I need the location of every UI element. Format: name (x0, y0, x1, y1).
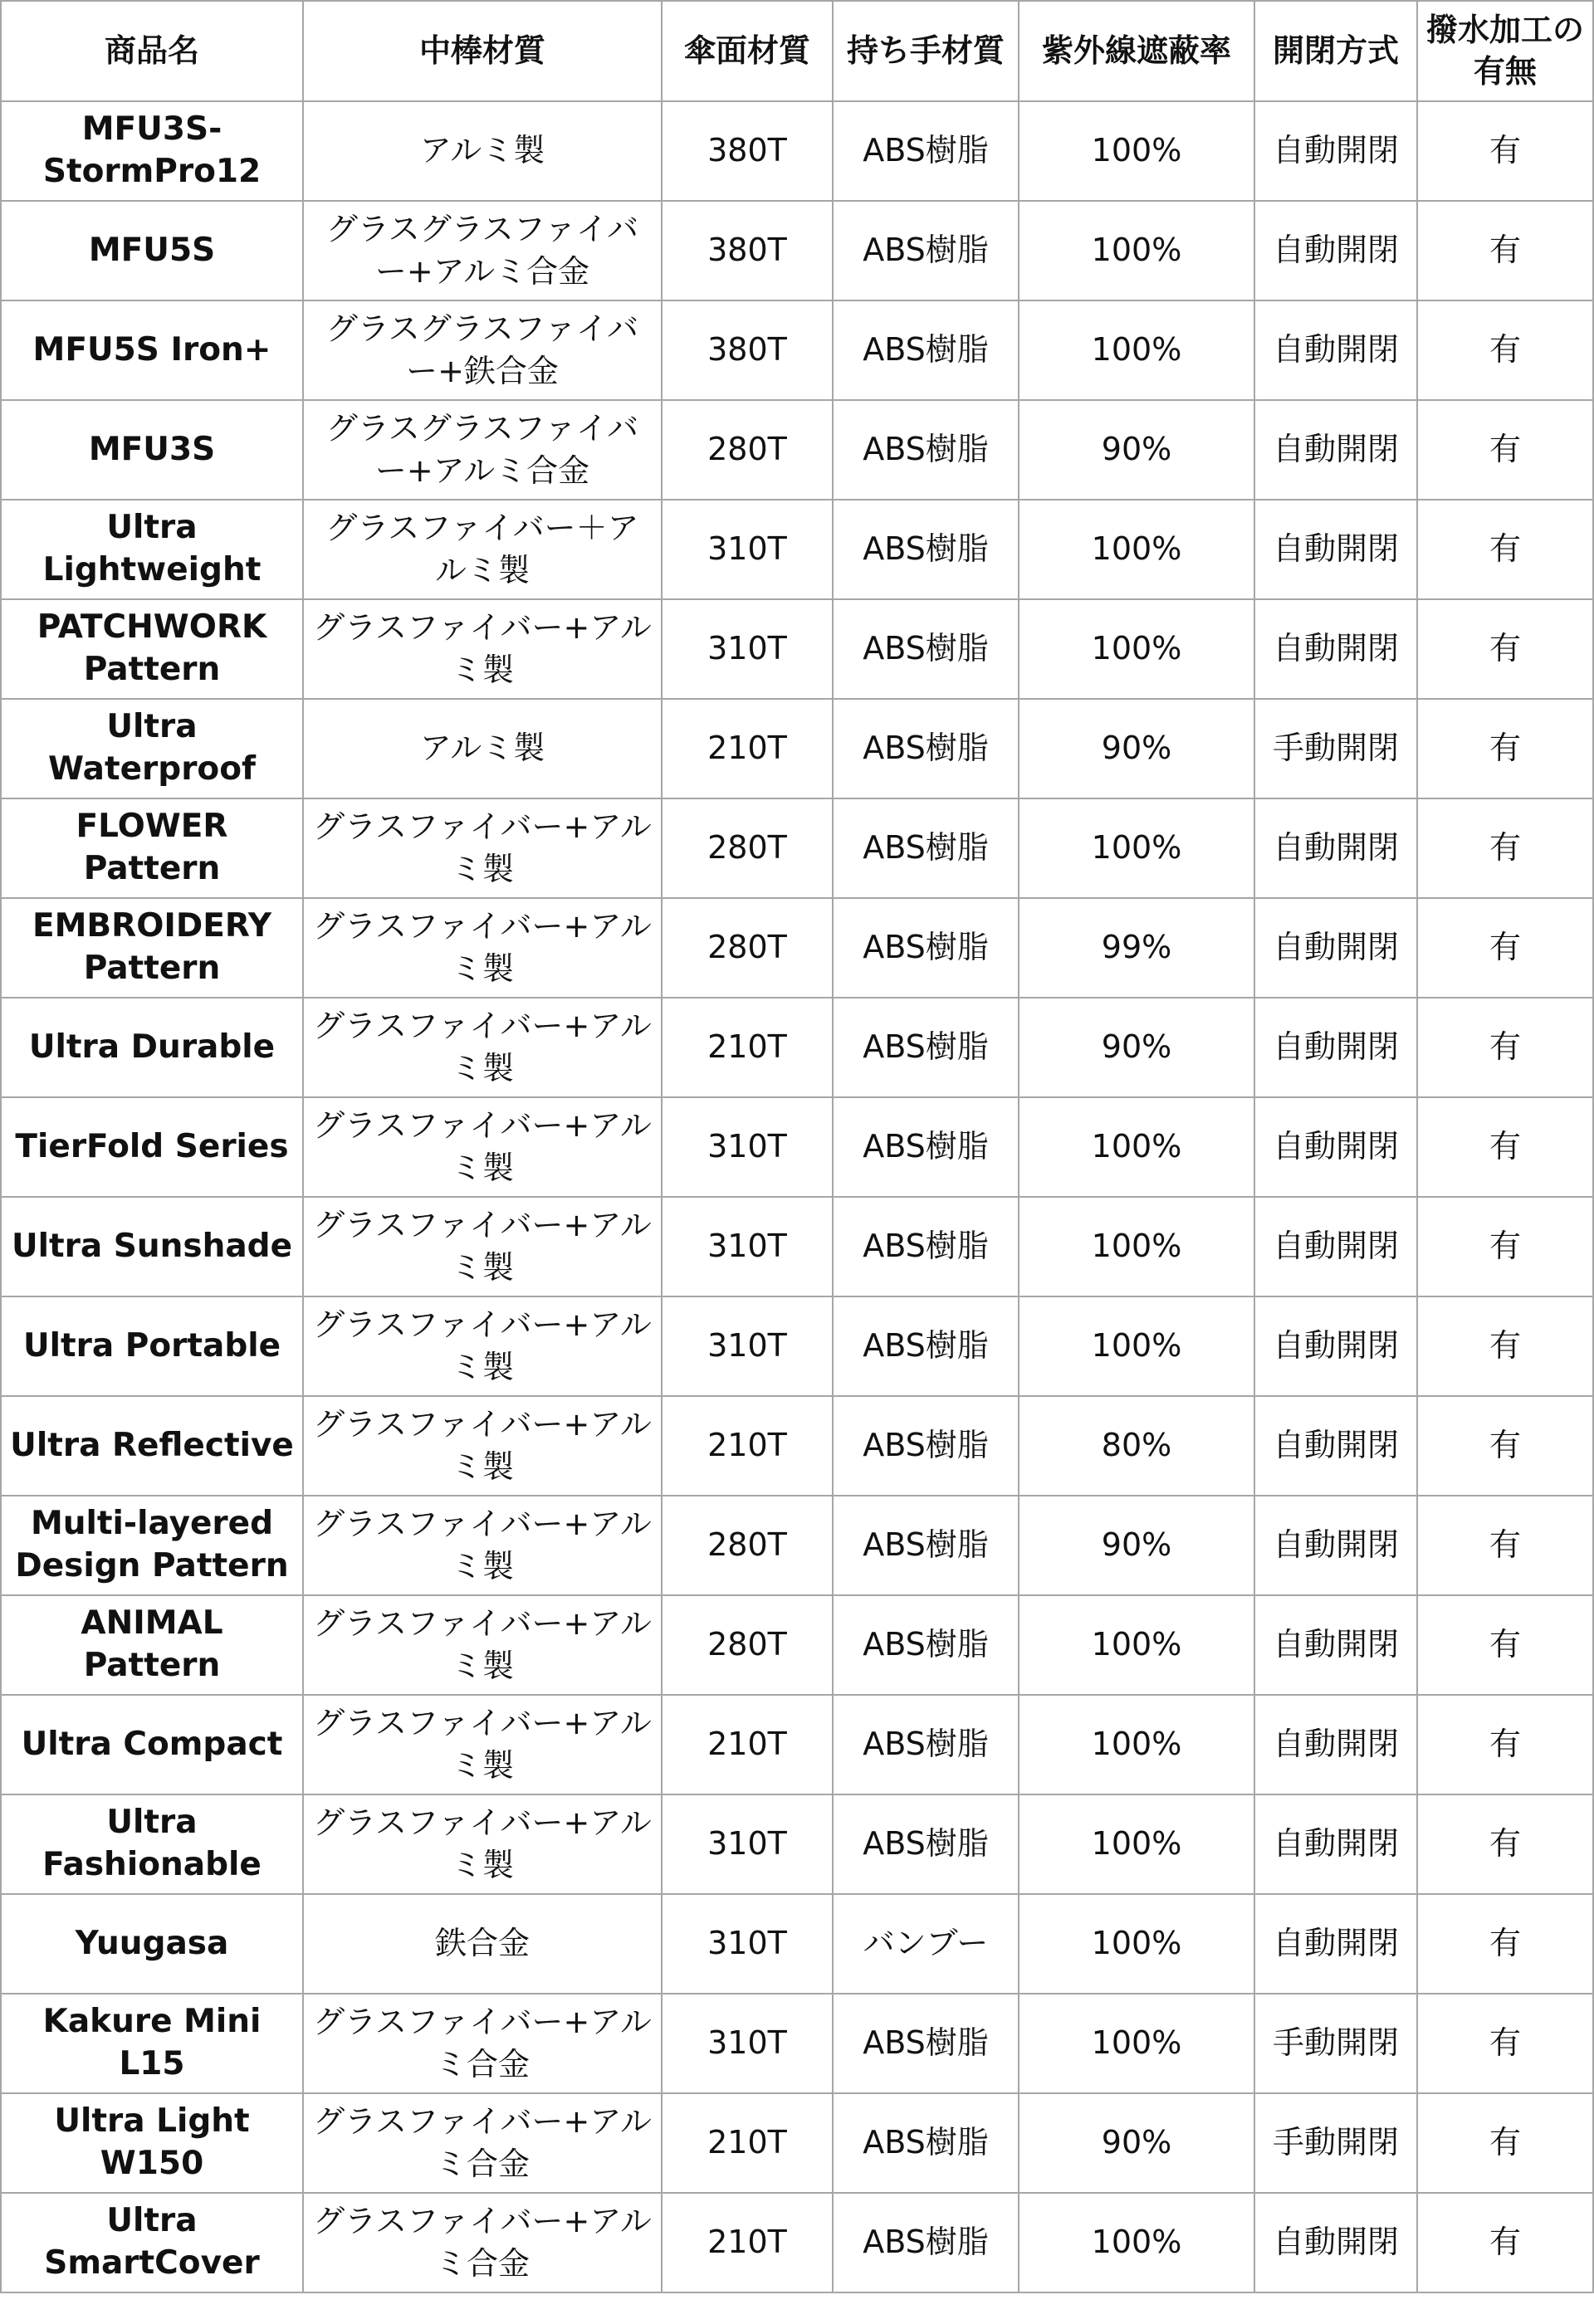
cell-open-method: 自動開閉 (1254, 798, 1417, 898)
table-row (1, 1595, 1593, 1695)
cell-product-name: MFU3S (1, 400, 303, 500)
cell-canopy-material: 310T (662, 1794, 833, 1894)
cell-frame-material: グラスファイバー+アルミ製 (303, 1197, 662, 1296)
cell-open-method: 自動開閉 (1254, 898, 1417, 998)
cell-canopy-material: 380T (662, 201, 833, 300)
cell-handle-material: ABS樹脂 (833, 1595, 1019, 1695)
cell-handle-material: ABS樹脂 (833, 1496, 1019, 1595)
cell-open-method: 自動開閉 (1254, 400, 1417, 500)
cell-uv-block-rate: 100% (1019, 1097, 1254, 1197)
cell-product-name: Kakure Mini L15 (1, 1994, 303, 2093)
cell-open-method: 自動開閉 (1254, 1894, 1417, 1994)
cell-canopy-material: 310T (662, 1994, 833, 2093)
cell-frame-material: グラスファイバー+アルミ合金 (303, 1994, 662, 2093)
cell-water-repellent: 有 (1417, 699, 1593, 798)
cell-water-repellent: 有 (1417, 500, 1593, 599)
cell-open-method: 手動開閉 (1254, 1994, 1417, 2093)
table-body (1, 101, 1593, 2292)
cell-water-repellent: 有 (1417, 1097, 1593, 1197)
cell-handle-material: ABS樹脂 (833, 699, 1019, 798)
table-row (1, 699, 1593, 798)
header-frame-material: 中棒材質 (303, 1, 662, 101)
cell-uv-block-rate: 100% (1019, 1894, 1254, 1994)
cell-frame-material: グラスグラスファイバー+アルミ合金 (303, 201, 662, 300)
table-row (1, 101, 1593, 201)
cell-open-method: 手動開閉 (1254, 699, 1417, 798)
table-row (1, 201, 1593, 300)
cell-open-method: 自動開閉 (1254, 599, 1417, 699)
table-row (1, 898, 1593, 998)
cell-open-method: 自動開閉 (1254, 1695, 1417, 1794)
cell-frame-material: グラスファイバー+アルミ製 (303, 798, 662, 898)
cell-canopy-material: 310T (662, 1894, 833, 1994)
cell-uv-block-rate: 90% (1019, 1496, 1254, 1595)
cell-water-repellent: 有 (1417, 1296, 1593, 1396)
cell-water-repellent: 有 (1417, 1496, 1593, 1595)
header-open-method: 開閉方式 (1254, 1, 1417, 101)
cell-uv-block-rate: 100% (1019, 101, 1254, 201)
cell-water-repellent: 有 (1417, 599, 1593, 699)
table-row (1, 1794, 1593, 1894)
cell-handle-material: ABS樹脂 (833, 1296, 1019, 1396)
cell-product-name: Ultra SmartCover (1, 2193, 303, 2292)
cell-handle-material: ABS樹脂 (833, 998, 1019, 1097)
cell-handle-material: ABS樹脂 (833, 1396, 1019, 1496)
cell-open-method: 自動開閉 (1254, 1396, 1417, 1496)
cell-handle-material: ABS樹脂 (833, 898, 1019, 998)
cell-water-repellent: 有 (1417, 1695, 1593, 1794)
cell-handle-material: ABS樹脂 (833, 2193, 1019, 2292)
cell-product-name: MFU5S Iron+ (1, 300, 303, 400)
header-product-name: 商品名 (1, 1, 303, 101)
table-row (1, 500, 1593, 599)
cell-open-method: 自動開閉 (1254, 500, 1417, 599)
cell-canopy-material: 210T (662, 1396, 833, 1496)
cell-canopy-material: 310T (662, 1097, 833, 1197)
cell-product-name: Ultra Sunshade (1, 1197, 303, 1296)
cell-handle-material: ABS樹脂 (833, 300, 1019, 400)
cell-uv-block-rate: 90% (1019, 400, 1254, 500)
cell-open-method: 自動開閉 (1254, 1197, 1417, 1296)
cell-water-repellent: 有 (1417, 998, 1593, 1097)
table-row (1, 2093, 1593, 2193)
table-row (1, 1994, 1593, 2093)
cell-canopy-material: 380T (662, 101, 833, 201)
cell-product-name: Ultra Durable (1, 998, 303, 1097)
cell-frame-material: グラスグラスファイバー+鉄合金 (303, 300, 662, 400)
cell-handle-material: ABS樹脂 (833, 1097, 1019, 1197)
cell-handle-material: ABS樹脂 (833, 1695, 1019, 1794)
cell-product-name: Yuugasa (1, 1894, 303, 1994)
cell-open-method: 自動開閉 (1254, 1097, 1417, 1197)
cell-handle-material: ABS樹脂 (833, 1197, 1019, 1296)
cell-canopy-material: 310T (662, 599, 833, 699)
cell-product-name: MFU5S (1, 201, 303, 300)
cell-frame-material: グラスグラスファイバー+アルミ合金 (303, 400, 662, 500)
cell-open-method: 自動開閉 (1254, 201, 1417, 300)
cell-open-method: 手動開閉 (1254, 2093, 1417, 2193)
header-row (1, 1, 1593, 101)
table-row (1, 2193, 1593, 2292)
cell-frame-material: アルミ製 (303, 699, 662, 798)
table-row (1, 300, 1593, 400)
cell-frame-material: グラスファイバー＋アルミ製 (303, 500, 662, 599)
cell-open-method: 自動開閉 (1254, 101, 1417, 201)
cell-canopy-material: 280T (662, 400, 833, 500)
cell-water-repellent: 有 (1417, 1396, 1593, 1496)
cell-uv-block-rate: 100% (1019, 500, 1254, 599)
cell-canopy-material: 280T (662, 798, 833, 898)
cell-frame-material: グラスファイバー+アルミ製 (303, 1595, 662, 1695)
cell-canopy-material: 380T (662, 300, 833, 400)
cell-canopy-material: 310T (662, 1197, 833, 1296)
cell-frame-material: グラスファイバー+アルミ製 (303, 599, 662, 699)
cell-water-repellent: 有 (1417, 1197, 1593, 1296)
cell-product-name: Ultra Waterproof (1, 699, 303, 798)
header-uv-block-rate: 紫外線遮蔽率 (1019, 1, 1254, 101)
cell-open-method: 自動開閉 (1254, 1296, 1417, 1396)
cell-canopy-material: 280T (662, 1595, 833, 1695)
table-row (1, 1197, 1593, 1296)
cell-product-name: TierFold Series (1, 1097, 303, 1197)
table-row (1, 1894, 1593, 1994)
cell-water-repellent: 有 (1417, 1794, 1593, 1894)
cell-handle-material: バンブー (833, 1894, 1019, 1994)
cell-uv-block-rate: 100% (1019, 300, 1254, 400)
cell-product-name: Ultra Compact (1, 1695, 303, 1794)
cell-product-name: FLOWER Pattern (1, 798, 303, 898)
cell-product-name: EMBROIDERY Pattern (1, 898, 303, 998)
cell-water-repellent: 有 (1417, 798, 1593, 898)
cell-frame-material: アルミ製 (303, 101, 662, 201)
cell-uv-block-rate: 100% (1019, 2193, 1254, 2292)
cell-water-repellent: 有 (1417, 1994, 1593, 2093)
cell-uv-block-rate: 100% (1019, 1994, 1254, 2093)
cell-open-method: 自動開閉 (1254, 2193, 1417, 2292)
cell-canopy-material: 210T (662, 1695, 833, 1794)
cell-water-repellent: 有 (1417, 1894, 1593, 1994)
cell-canopy-material: 280T (662, 1496, 833, 1595)
cell-water-repellent: 有 (1417, 201, 1593, 300)
cell-open-method: 自動開閉 (1254, 1595, 1417, 1695)
cell-frame-material: グラスファイバー+アルミ製 (303, 1097, 662, 1197)
cell-canopy-material: 310T (662, 1296, 833, 1396)
table-row (1, 1695, 1593, 1794)
table-row (1, 1296, 1593, 1396)
header-water-repellent: 撥水加工の有無 (1417, 1, 1593, 101)
table-row (1, 1396, 1593, 1496)
cell-uv-block-rate: 90% (1019, 2093, 1254, 2193)
cell-uv-block-rate: 100% (1019, 201, 1254, 300)
table-row (1, 998, 1593, 1097)
cell-water-repellent: 有 (1417, 400, 1593, 500)
cell-canopy-material: 280T (662, 898, 833, 998)
cell-handle-material: ABS樹脂 (833, 201, 1019, 300)
cell-open-method: 自動開閉 (1254, 1794, 1417, 1894)
cell-canopy-material: 310T (662, 500, 833, 599)
cell-water-repellent: 有 (1417, 2093, 1593, 2193)
cell-product-name: Ultra Reflective (1, 1396, 303, 1496)
cell-frame-material: 鉄合金 (303, 1894, 662, 1994)
cell-open-method: 自動開閉 (1254, 300, 1417, 400)
cell-handle-material: ABS樹脂 (833, 599, 1019, 699)
cell-water-repellent: 有 (1417, 1595, 1593, 1695)
cell-uv-block-rate: 100% (1019, 1197, 1254, 1296)
cell-product-name: MFU3S-StormPro12 (1, 101, 303, 201)
cell-water-repellent: 有 (1417, 2193, 1593, 2292)
cell-handle-material: ABS樹脂 (833, 500, 1019, 599)
cell-handle-material: ABS樹脂 (833, 2093, 1019, 2193)
cell-product-name: Multi-layered Design Pattern (1, 1496, 303, 1595)
table-row (1, 599, 1593, 699)
table-header (1, 1, 1593, 101)
cell-uv-block-rate: 99% (1019, 898, 1254, 998)
cell-open-method: 自動開閉 (1254, 998, 1417, 1097)
cell-canopy-material: 210T (662, 699, 833, 798)
cell-handle-material: ABS樹脂 (833, 101, 1019, 201)
cell-product-name: PATCHWORK Pattern (1, 599, 303, 699)
cell-product-name: Ultra Fashionable (1, 1794, 303, 1894)
cell-uv-block-rate: 90% (1019, 998, 1254, 1097)
header-handle-material: 持ち手材質 (833, 1, 1019, 101)
cell-uv-block-rate: 90% (1019, 699, 1254, 798)
cell-product-name: Ultra Lightweight (1, 500, 303, 599)
cell-uv-block-rate: 100% (1019, 798, 1254, 898)
cell-water-repellent: 有 (1417, 300, 1593, 400)
table-row (1, 798, 1593, 898)
cell-frame-material: グラスファイバー+アルミ製 (303, 1396, 662, 1496)
header-canopy-material: 傘面材質 (662, 1, 833, 101)
cell-uv-block-rate: 100% (1019, 1794, 1254, 1894)
cell-frame-material: グラスファイバー+アルミ製 (303, 1794, 662, 1894)
table-row (1, 1496, 1593, 1595)
cell-water-repellent: 有 (1417, 898, 1593, 998)
cell-frame-material: グラスファイバー+アルミ合金 (303, 2193, 662, 2292)
cell-handle-material: ABS樹脂 (833, 1994, 1019, 2093)
cell-canopy-material: 210T (662, 2193, 833, 2292)
cell-frame-material: グラスファイバー+アルミ合金 (303, 2093, 662, 2193)
cell-frame-material: グラスファイバー+アルミ製 (303, 898, 662, 998)
table-row (1, 1097, 1593, 1197)
cell-product-name: Ultra Portable (1, 1296, 303, 1396)
cell-frame-material: グラスファイバー+アルミ製 (303, 998, 662, 1097)
cell-uv-block-rate: 100% (1019, 1595, 1254, 1695)
cell-canopy-material: 210T (662, 998, 833, 1097)
table-row (1, 400, 1593, 500)
cell-handle-material: ABS樹脂 (833, 400, 1019, 500)
cell-frame-material: グラスファイバー+アルミ製 (303, 1296, 662, 1396)
cell-water-repellent: 有 (1417, 101, 1593, 201)
cell-handle-material: ABS樹脂 (833, 1794, 1019, 1894)
cell-uv-block-rate: 100% (1019, 1695, 1254, 1794)
cell-uv-block-rate: 100% (1019, 599, 1254, 699)
cell-frame-material: グラスファイバー+アルミ製 (303, 1695, 662, 1794)
cell-open-method: 自動開閉 (1254, 1496, 1417, 1595)
cell-product-name: Ultra Light W150 (1, 2093, 303, 2193)
cell-uv-block-rate: 100% (1019, 1296, 1254, 1396)
cell-uv-block-rate: 80% (1019, 1396, 1254, 1496)
cell-frame-material: グラスファイバー+アルミ製 (303, 1496, 662, 1595)
cell-handle-material: ABS樹脂 (833, 798, 1019, 898)
cell-product-name: ANIMAL Pattern (1, 1595, 303, 1695)
cell-canopy-material: 210T (662, 2093, 833, 2193)
